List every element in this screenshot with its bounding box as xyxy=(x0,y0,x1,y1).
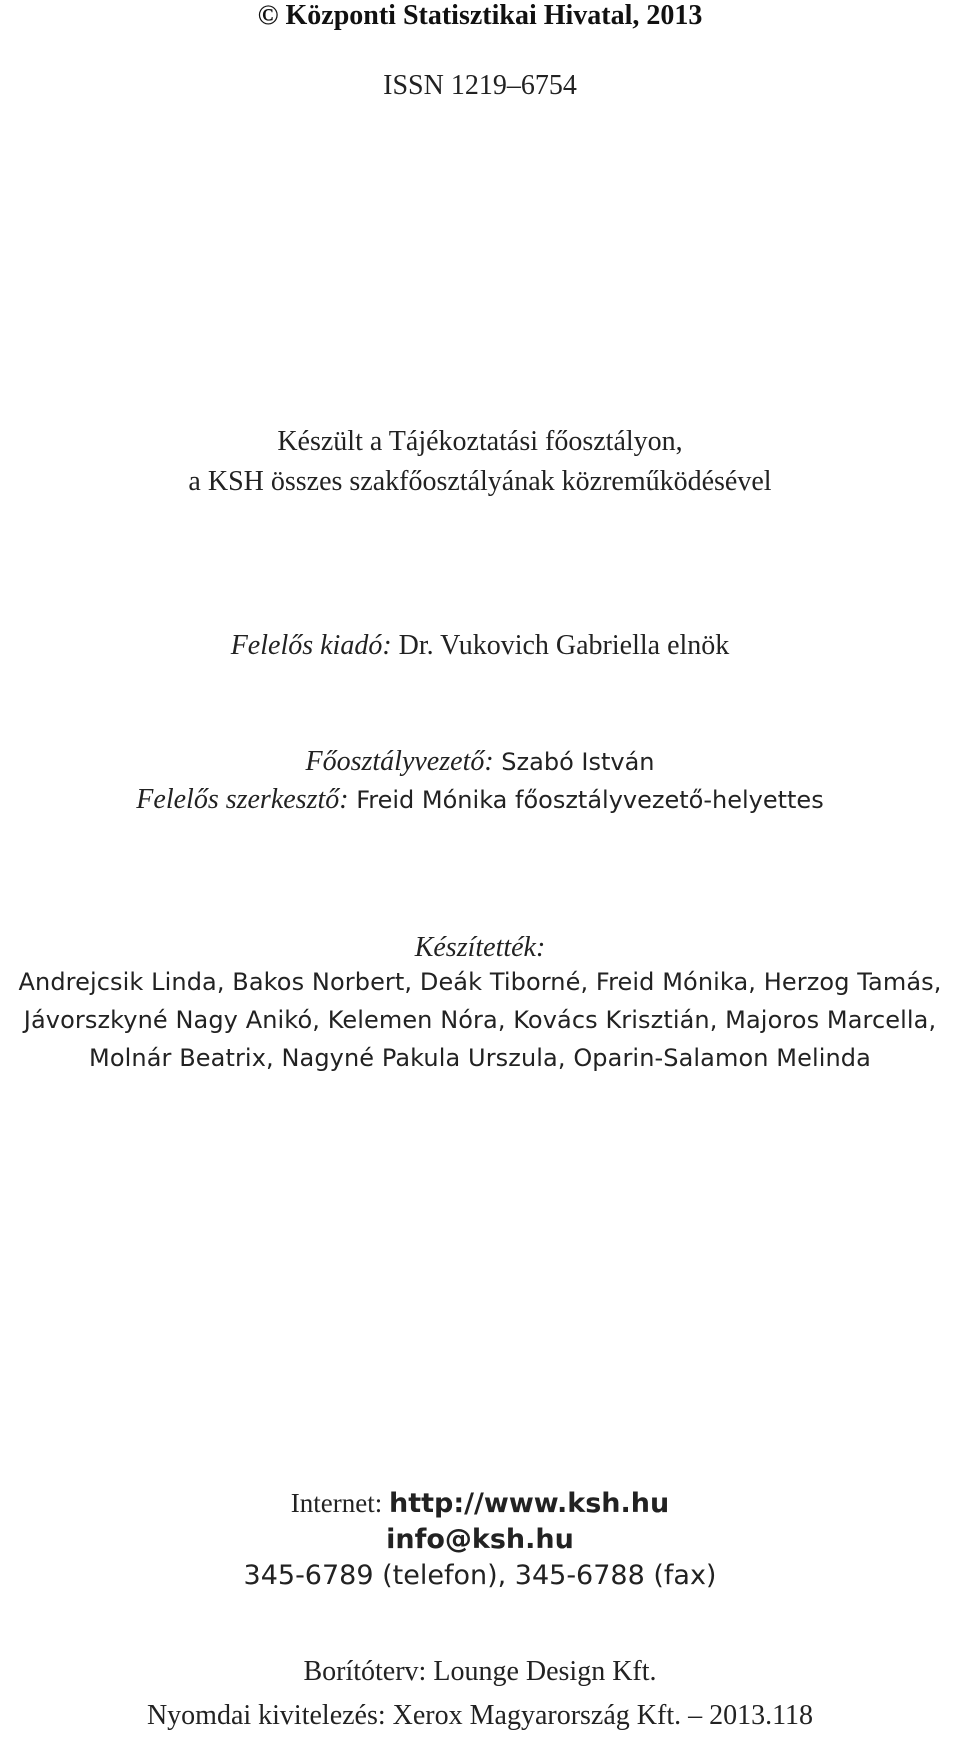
authors-line-3: Molnár Beatrix, Nagyné Pakula Urszula, Oparin-Salamon Melinda xyxy=(89,1044,871,1072)
email-link[interactable]: info@ksh.hu xyxy=(386,1524,574,1555)
authors-label: Készítették: xyxy=(414,932,546,963)
website-link[interactable]: http://www.ksh.hu xyxy=(389,1488,670,1519)
department-head-value: Szabó István xyxy=(493,748,655,776)
publisher-value: Dr. Vukovich Gabriella elnök xyxy=(391,630,730,661)
department-head-line xyxy=(0,748,960,776)
editor-line xyxy=(0,786,960,814)
publisher-label: Felelős kiadó: xyxy=(230,630,392,661)
issn-number: ISSN 1219–6754 xyxy=(383,70,577,101)
copyright-notice: © Központi Statisztikai Hivatal, 2013 xyxy=(257,0,703,31)
authors-line-2: Jávorszkyné Nagy Anikó, Kelemen Nóra, Kovács Krisztián, Majoros Marcella, xyxy=(23,1006,937,1034)
internet-label: Internet: xyxy=(290,1488,389,1518)
cover-design-credit: Borítóterv: Lounge Design Kft. xyxy=(303,1656,657,1687)
authors-line-1: Andrejcsik Linda, Bakos Norbert, Deák Tiborné, Freid Mónika, Herzog Tamás, xyxy=(18,968,942,996)
editor-value: Freid Mónika főosztályvezető-helyettes xyxy=(348,786,824,814)
phone-fax-line: 345-6789 (telefon), 345-6788 (fax) xyxy=(243,1560,717,1591)
prepared-line-1: Készült a Tájékoztatási főosztályon, xyxy=(277,426,683,457)
department-head-label: Főosztályvezető: xyxy=(305,746,494,777)
prepared-line-2: a KSH összes szakfőosztályának közreműködésével xyxy=(188,466,772,497)
internet-line xyxy=(0,1490,960,1517)
publisher-line xyxy=(0,632,960,660)
editor-label: Felelős szerkesztő: xyxy=(136,784,349,815)
printing-credit: Nyomdai kivitelezés: Xerox Magyarország Kft. – 2013.118 xyxy=(146,1700,814,1731)
